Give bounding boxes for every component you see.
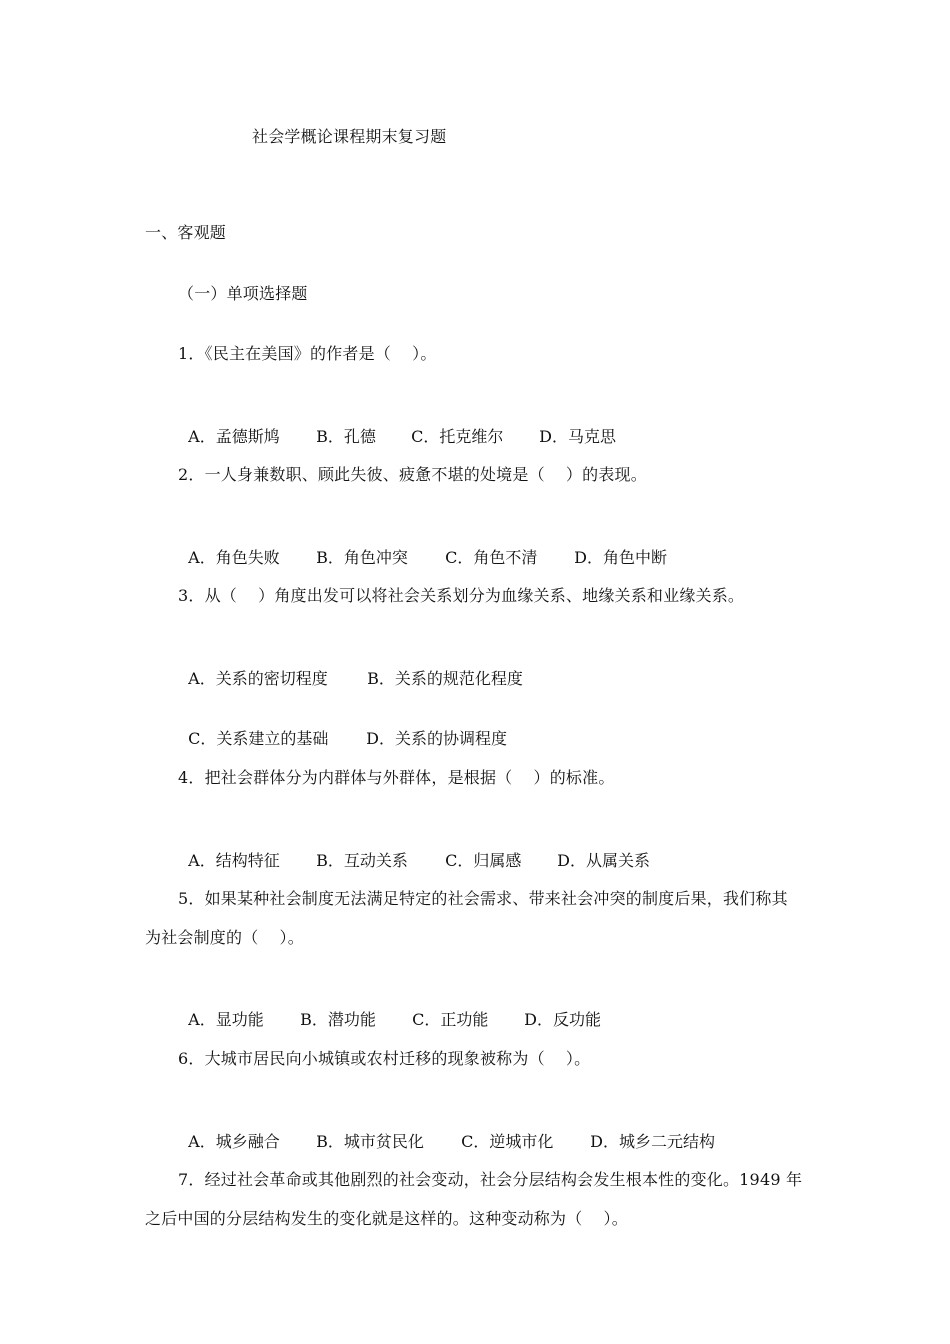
option-c: C．角色不清 — [445, 548, 538, 567]
option-d: D．城乡二元结构 — [590, 1132, 716, 1151]
question-7-stem-line1: 7．经过社会革命或其他剧烈的社会变动，社会分层结构会发生根本性的变化。1949 年 — [178, 1170, 803, 1189]
question-5-options — [178, 987, 601, 1031]
option-b: B．潜功能 — [300, 1010, 376, 1029]
option-c: C．正功能 — [412, 1010, 489, 1029]
question-6-options — [178, 1109, 715, 1153]
question-3-stem: 3．从（ ）角度出发可以将社会关系划分为血缘关系、地缘关系和业缘关系。 — [178, 586, 745, 605]
question-2-stem: 2．一人身兼数职、顾此失彼、疲惫不堪的处境是（ ）的表现。 — [178, 465, 647, 484]
option-a: A．城乡融合 — [188, 1132, 280, 1151]
option-c: C．逆城市化 — [461, 1132, 554, 1151]
question-6-stem: 6．大城市居民向小城镇或农村迁移的现象被称为（ ）。 — [178, 1049, 591, 1068]
option-d: D．角色中断 — [574, 548, 668, 567]
document-title: 社会学概论课程期末复习题 — [252, 127, 447, 146]
option-c: C．关系建立的基础 — [188, 729, 329, 748]
option-a: A．孟德斯鸠 — [188, 427, 280, 446]
question-7-stem-line2: 之后中国的分层结构发生的变化就是这样的。这种变动称为（ ）。 — [145, 1209, 628, 1228]
option-a: A．角色失败 — [188, 548, 280, 567]
option-c: C．归属感 — [445, 851, 522, 870]
question-2-options — [178, 525, 667, 569]
option-b: B．互动关系 — [316, 851, 408, 870]
option-c: C．托克维尔 — [411, 427, 504, 446]
question-5-stem-line1: 5．如果某种社会制度无法满足特定的社会需求、带来社会冲突的制度后果，我们称其 — [178, 889, 788, 908]
option-a: A．显功能 — [188, 1010, 264, 1029]
question-4-stem: 4．把社会群体分为内群体与外群体，是根据（ ）的标准。 — [178, 768, 615, 787]
option-b: B．关系的规范化程度 — [367, 669, 523, 688]
option-d: D．从属关系 — [557, 851, 651, 870]
question-3-options-row1 — [178, 646, 523, 690]
option-d: D．马克思 — [539, 427, 617, 446]
question-1-stem: 1．《民主在美国》的作者是（ ）。 — [178, 344, 437, 363]
question-5-stem-line2: 为社会制度的（ ）。 — [145, 928, 304, 947]
option-d: D．关系的协调程度 — [366, 729, 508, 748]
option-a: A．结构特征 — [188, 851, 280, 870]
question-4-options — [178, 828, 650, 872]
option-d: D．反功能 — [524, 1010, 602, 1029]
option-b: B．角色冲突 — [316, 548, 408, 567]
subsection-heading: （一）单项选择题 — [178, 284, 308, 303]
option-a: A．关系的密切程度 — [188, 669, 328, 688]
option-b: B．孔德 — [316, 427, 376, 446]
section-heading: 一、客观题 — [145, 223, 227, 242]
option-b: B．城市贫民化 — [316, 1132, 424, 1151]
question-1-options — [178, 404, 616, 448]
question-3-options-row2 — [178, 706, 507, 750]
